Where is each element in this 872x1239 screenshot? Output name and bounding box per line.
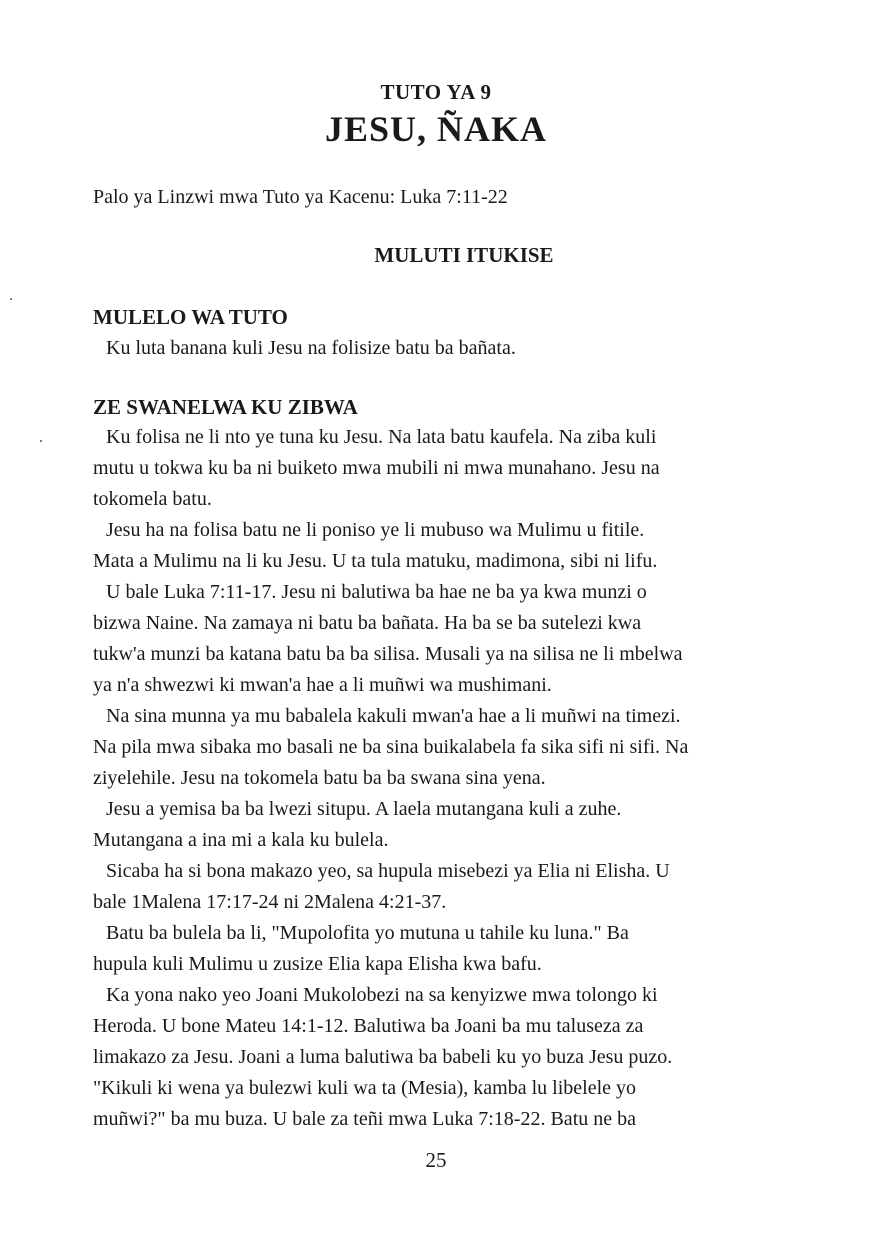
knowledge-body xyxy=(93,422,813,1135)
body-line: Ka yona nako yeo Joani Mukolobezi na sa kenyizwe mwa tolongo ki xyxy=(106,984,658,1006)
purpose-heading: MULELO WA TUTO xyxy=(93,305,288,329)
knowledge-heading: ZE SWANELWA KU ZIBWA xyxy=(93,395,358,419)
body-line: Sicaba ha si bona makazo yeo, sa hupula misebezi ya Elia ni Elisha. U xyxy=(106,860,670,882)
body-line: bale 1Malena 17:17-24 ni 2Malena 4:21-37. xyxy=(93,891,447,913)
body-line: tukw'a munzi ba katana batu ba ba silisa. Musali ya na silisa ne li mbelwa xyxy=(93,643,683,665)
body-line: Na pila mwa sibaka mo basali ne ba sina buikalabela fa sika sifi ni sifi. Na xyxy=(93,736,689,758)
body-line: Mutangana a ina mi a kala ku bulela. xyxy=(93,829,389,851)
purpose-text-block xyxy=(93,333,813,364)
body-line: Jesu ha na folisa batu ne li poniso ye li mubuso wa Mulimu u fitile. xyxy=(106,519,645,541)
page-number: 25 xyxy=(425,1148,447,1172)
body-line: Ku folisa ne li nto ye tuna ku Jesu. Na lata batu kaufela. Na ziba kuli xyxy=(106,426,657,448)
body-line: mutu u tokwa ku ba ni buiketo mwa mubili ni mwa munahano. Jesu na xyxy=(93,457,660,479)
body-line: Jesu a yemisa ba ba lwezi situpu. A laela mutangana kuli a zuhe. xyxy=(106,798,622,820)
body-line: tokomela batu. xyxy=(93,488,212,510)
body-line: U bale Luka 7:11-17. Jesu ni balutiwa ba hae ne ba ya kwa munzi o xyxy=(106,581,647,603)
body-line: bizwa Naine. Na zamaya ni batu ba bañata. Ha ba se ba sutelezi kwa xyxy=(93,612,642,634)
lesson-title: JESU, ÑAKA xyxy=(324,109,548,149)
body-line: Heroda. U bone Mateu 14:1-12. Balutiwa ba Joani ba mu taluseza za xyxy=(93,1015,644,1037)
body-line: Batu ba bulela ba li, "Mupolofita yo mutuna u tahile ku luna." Ba xyxy=(106,922,629,944)
body-line: muñwi?" ba mu buza. U bale za teñi mwa Luka 7:18-22. Batu ne ba xyxy=(93,1108,636,1130)
body-line: Na sina munna ya mu babalela kakuli mwan'a hae a li muñwi na timezi. xyxy=(106,705,681,727)
body-line: limakazo za Jesu. Joani a luma balutiwa ba babeli ku yo buza Jesu puzo. xyxy=(93,1046,673,1068)
purpose-text: Ku luta banana kuli Jesu na folisize batu ba bañata. xyxy=(106,337,516,359)
body-line: ziyelehile. Jesu na tokomela batu ba ba swana sina yena. xyxy=(93,767,546,789)
body-line: Mata a Mulimu na li ku Jesu. U ta tula matuku, madimona, sibi ni lifu. xyxy=(93,550,658,572)
section-subtitle: MULUTI ITUKISE xyxy=(374,243,554,267)
lesson-number: TUTO YA 9 xyxy=(380,80,492,104)
scan-speck xyxy=(10,298,12,300)
body-line: "Kikuli ki wena ya bulezwi kuli wa ta (Mesia), kamba lu libelele yo xyxy=(93,1077,637,1099)
scripture-reference: Palo ya Linzwi mwa Tuto ya Kacenu: Luka 7:11-22 xyxy=(93,186,508,208)
scan-speck xyxy=(40,440,42,442)
body-line: hupula kuli Mulimu u zusize Elia kapa Elisha kwa bafu. xyxy=(93,953,542,975)
body-line: ya n'a shwezwi ki mwan'a hae a li muñwi wa mushimani. xyxy=(93,674,552,696)
